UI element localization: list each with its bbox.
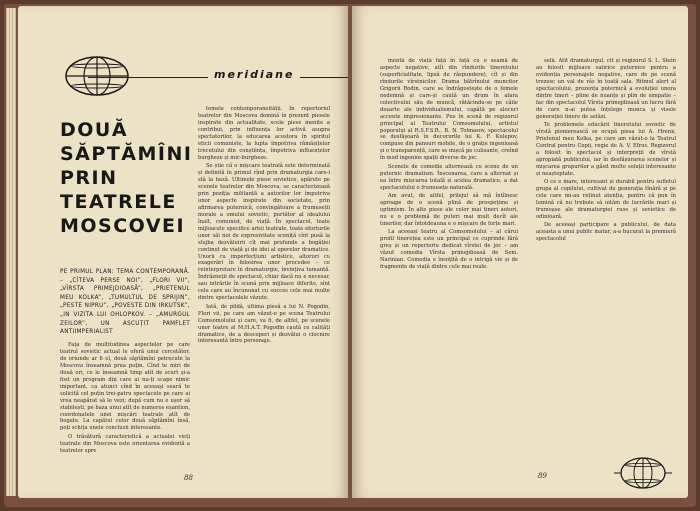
page-number-right: 89 xyxy=(538,472,547,480)
right-page-column-2 xyxy=(536,58,676,458)
right-page-column-1 xyxy=(380,58,518,464)
globe-icon xyxy=(614,454,672,492)
article-title xyxy=(60,118,193,238)
section-rubric xyxy=(88,62,348,92)
title-line: SĂPTĂMÎNI xyxy=(60,143,193,165)
rubric-label: meridiane xyxy=(208,68,300,81)
title-line: MOSCOVEI xyxy=(60,215,186,237)
paragraph: mentă de viață față în față cu o seamă de aspecte negative, atît din rîndurile tineretului (superficialitate, lipsă de răspundere), cît și din rîndurile vîrstnicilor. Drama bătrînului muncitor Grigorii Rodin, care se îndrăgostește de o femeie nedemnă și care-și caută un drum în afara colectivului său de muncă, rătăcindu-se pe căile deșarte ale individualismului, capătă pe alocuri accente impresionante. Pus în scenă de regizorul principal al Teatrului Comsomolului, artistul poporului al R.S.F.S.R., B. N. Tolmasov, spectacolul se desfășoară în decorurile lui K. F. Kulepov, compuse din panouri mobile, de o grație ingenioasă și o transparență, care se mișcă pe culisante, creînd în mod ingenios spații diverse de joc. xyxy=(380,58,518,162)
paragraph: temele contemporaneității. În repertoriul teatrelor din Moscova domină în prezent piesele inspirate din actualitate, scele piese menite a contribui, prin influența lor activă asupra spectatorilor, la educarea acestora în spiritul eticii comuniste, la lupta împotriva rămășițelor trecutului din conștiința, împotriva influențelor burgheze și mic-burgheze. xyxy=(198,106,330,161)
article-subtitle: PE PRIMUL PLAN: TEMA CONTEMPORANĂ. – „CÎTEVA PERSE NOI”, „FLORI VII”, „VÎRSTA PRIMEJDIOASĂ”, „PRIETENUL MEU KOLKA”, „TUMULTUL DE SPRIJIN”, „PESTE NIPRU”, „POVESTE DIN IRKUTSK”, „IN VIZITA LUI OHLOPKOV. – „AMURGUL ZEILOR”, UN ASCUȚIT PAMFLET ANTIIMPERIALIST xyxy=(60,269,190,336)
title-line: TEATRELE xyxy=(60,191,177,213)
paragraph: Fața de multitudinea aspectelor pe care teatrul sovietic actual le oferă unui cercetător, de oriunde ar fi el, două săptămîni petrecute la Moscova înseamnă prea puțin. Cînd te miri de două ori, ce le înseamnă timp atît de scurt și-a fost un program din care ai nu-ți scape nimic important, ca atunci cînd în aceeași seară te solicită cel puțin trei-patru spectacole pe care ai vrea neapărat să le vezi; după cum nu e ușor să stabilești, pe baza unui atît de numeros eșantion, coordonatele unei mișcări teatrale atît de bogate. La capătul celor două săptămîni însă, poți schița unele concluzii interesante. xyxy=(60,342,190,432)
paragraph: O trăsătură caracteristică a actualei vieți teatrale din Moscova este orientarea evidentă a teatrelor spre xyxy=(60,433,190,454)
paragraph: Scenele de comedie alternează cu scene de un puternic dramatism. Înscenarea, care a alternat și ea între mișcarea totală și acelea dramatice, a dat spectacolului o frumusețe naturală. xyxy=(380,163,518,191)
paragraph: Se știe că o mișcare teatrală este determinată și definită în primul rînd prin dramaturgia care-i stă la bază. Ultimele piese sovietice, apărute pe scenele teatrelor din Moscova, se caracterizează prin poziția militantă a autorilor lor împotriva unor aspecte inspirate din societate, prin afirmarea puternică, convingătoare a frumuseții morale a omului sovietic, purtător al idealului înalt, comunist, de viață. În spectacol, toate mijloacele specifice artei teatrale, toate eforturile unor săi noi de expresivitate sceniță cînt pusă la slujba dezvăluirii cît mai profunde a bogăției continut de viață și de idei al operelor dramatice. Unorii cu imperfecțiuni artistice, altorori cu exagerări în folosirea unor procedee – ce reinterpretare în dramaturgie, învințiva tumantă. Îndrăzneții de spectacol, chiar dacă nu e necesar, sau intrările în scenă prin mijloace diferite, sînt cele care au încununat cu succes cele mai multe dintre spectacolele văzute. xyxy=(198,163,330,302)
paragraph: La aceeași teatru al Comsomolului – al cărui profil tinerețea este un principal ce cuprinde fără greș și un repertoriu dedicat vîrstei de joc – am văzut comedia Vîrsta primejdioasă de Sem. Narinian. Comedia e însoțită de o intrigă vie și de fragmente de viață dintre cele mai reale. xyxy=(380,229,518,271)
paragraph: O ce e mare, interesant și durabil pentru sufletul grupa al copilului, cultivat de generația tînără și pe cele care mi-au reținut atenția, pentru că pun în lumină că nu trebuie să uităm de lucrările mari și frumoase ale dramaturgiei ruse și sovietice de odinioară. xyxy=(536,179,676,220)
title-line: DOUĂ xyxy=(60,119,129,141)
paragraph: selii. Atît dramaturgul, cît și regizorul S. L. Stein au folosit mijloace satirice puternice pentru a evidenția personajele negative, care de pe scenă trezesc un val de râs în toată sala. Ritmul alert al spectacolului, prezența puternică a evoluției unora dintre tineri – pline de nuanțe și plin de simpatie – fac din spectacolul Vîrsta primejdioasă un lucru fără de care n-ai putea înțelege munca și visele generației tinere de astăzi. xyxy=(536,58,676,120)
page-edges xyxy=(6,8,16,496)
paragraph: Iată, de pildă, ultima piesă a lui N. Pogodin, Flori vii, pe care am văzut-o pe scena Teatrului Comsomolului și care, va fi, de altfel, pe scenele unor teatre al M.H.A.T. Pogodin caută ce calități dramatice, de a descoperi și dezvălui o ciocnire interesantă între personaje. xyxy=(198,303,330,345)
paragraph: Te problemele educării tineretului sovietic de vîrstă pionierească se ocupă piesa lui A. Hrenk, Prietenul meu Kolka, pe care am văzut-o la Teatrul Central pentru Copii, regie de A. V. Efros. Regizorul a folosit în spectacol și interpreții de vîrstă apropiată publicului, iar în desfășurarea scenelor și mișcarea grupurilor a găsit multe soluții interesante și neașteptate. xyxy=(536,122,676,177)
title-line: PRIN xyxy=(60,167,118,189)
left-page xyxy=(18,6,348,498)
right-page xyxy=(352,6,688,498)
left-page-column-1 xyxy=(60,342,190,482)
page-number-left: 88 xyxy=(184,474,193,482)
paragraph: Am avut, de altfel, prilejul să mă întîlnesc aproape de o scenă plină de prospețime și optimism. În alte piese ale celor mai tineri autori, nu e o problemă de puteri mai mult decît ale tinerilor, dar întotdeauna e o mișcare de forțe mari. xyxy=(380,193,518,227)
left-page-column-2 xyxy=(198,106,330,468)
paragraph: De aceeași participare a publicului, de data aceasta a unui public matur, a-a bucurat la premieră spectacolul xyxy=(536,222,676,243)
